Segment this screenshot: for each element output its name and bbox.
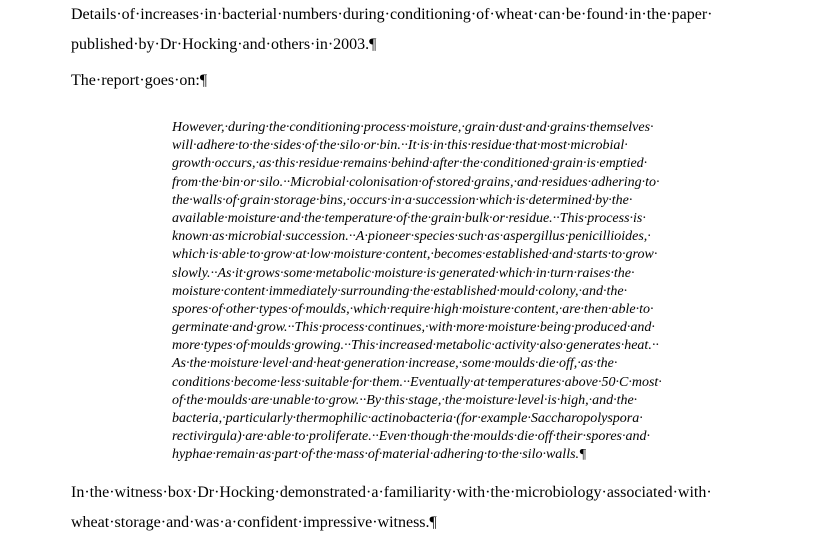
quote-line: the·walls·of·grain·storage·bins,·occurs·in·a·succession·which·is·determined·by·the· <box>172 192 633 208</box>
quote-line: known·as·microbial·succession.··A·pioneer·species·such·as·aspergillus·penicillioides,· <box>172 229 651 245</box>
quote-line: conditions·become·less·suitable·for·them.··Eventually·at·temperatures·above·50·C·most· <box>172 374 662 390</box>
quote-line: bacteria,·particularly·thermophilic·actinobacteria·(for·example·Saccharopolyspora· <box>172 411 643 426</box>
quote-line: However,·during·the·conditioning·process·moisture,·grain·dust·and·grains·themselves· <box>172 120 654 135</box>
quote-line: germinate·and·grow.··This·process·continues,·with·more·moisture·being·produced·and· <box>172 320 655 336</box>
paragraph-details: Details·of·increases·in·bacterial·numbers·during·conditioning·of·wheat·can·be·found·in·the·paper· published·by·Dr·Hocking·and·others·in·2003.¶ <box>71 6 713 53</box>
quote-line: more·types·of·moulds·growing.··This·increased·metabolic·activity·also·generates·heat.·· <box>172 338 659 354</box>
quote-line: slowly.··As·it·grows·some·metabolic·moisture·is·generated·which·in·turn·raises·the· <box>172 265 635 281</box>
quote-line: of·the·moulds·are·unable·to·grow.··By·this·stage,·the·moisture·level·is·high,·and·the· <box>172 392 638 408</box>
quote-line: moisture·content·immediately·surrounding·the·established·mould·colony,·and·the· <box>172 283 628 299</box>
quote-line: growth·occurs,·as·this·residue·remains·behind·after·the·conditioned·grain·is·emptied· <box>172 156 648 172</box>
quote-line: will·adhere·to·the·sides·of·the·silo·or·bin.··It·is·in·this·residue·that·most·microbial· <box>172 138 628 154</box>
quote-line: spores·of·other·types·of·moulds,·which·require·high·moisture·content,·are·then·able·to· <box>172 301 654 317</box>
quote-line: As·the·moisture·level·and·heat·generation·increase,·some·moulds·die·off,·as·the· <box>172 356 618 372</box>
quote-line: hyphae·remain·as·part·of·the·mass·of·material·adhering·to·the·silo·walls.¶ <box>172 447 587 463</box>
quote-line: which·is·able·to·grow·at·low·moisture·content,·becomes·established·and·starts·to·grow· <box>172 247 658 263</box>
quote-line: rectivirgula)·are·able·to·proliferate.··Even·though·the·moulds·die·off·their·spores·and· <box>172 429 651 445</box>
paragraph-witness: In·the·witness·box·Dr·Hocking·demonstrated·a·familiarity·with·the·microbiology·associated·with· wheat·storage·and·was·a·confident·impressive·witness.¶ <box>71 484 712 531</box>
quote-line: from·the·bin·or·silo.··Microbial·colonisation·of·stored·grains,·and·residues·adhering·to· <box>172 174 660 190</box>
quote-line: available·moisture·and·the·temperature·of·the·grain·bulk·or·residue.··This·process·is· <box>172 210 646 226</box>
paragraph-report-intro: The·report·goes·on:¶ <box>71 72 208 89</box>
block-quote <box>172 119 730 465</box>
